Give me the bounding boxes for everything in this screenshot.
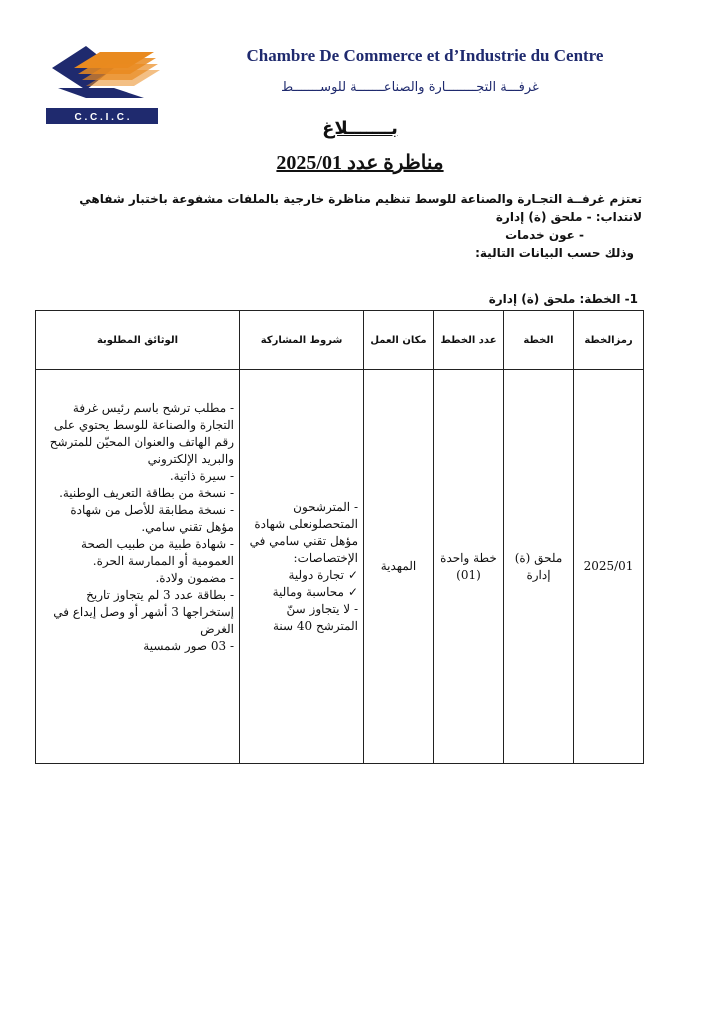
plan-table — [35, 310, 644, 764]
cell-conditions — [240, 370, 364, 764]
logo-text: C . C . I . C . — [74, 112, 130, 123]
cell-count: خطة واحدة (01) — [434, 370, 504, 764]
check-icon: ✓ — [347, 584, 358, 599]
cell-code: 2025/01 — [574, 370, 644, 764]
intro-paragraph — [79, 190, 642, 262]
org-name-fr: Chambre De Commerce et d’Industrie du Centre — [246, 46, 604, 65]
competition-number: مناظرة عدد 2025/01 — [276, 152, 444, 174]
intro-line-2: لانتداب: - ملحق (ة) إدارة — [495, 210, 642, 224]
header-documents: الوثائق المطلوبة — [36, 311, 240, 370]
cci-logo — [44, 44, 160, 126]
header-code: رمزالخطة — [574, 311, 644, 370]
table-row — [36, 370, 644, 764]
condition-specialty-1: ✓تجارة دولية — [288, 567, 358, 582]
document-item: - مطلب ترشح باسم رئيس غرفة التجارة والصناعة للوسط يحتوي على رقم الهاتف والعنوان المحيّن للمترشح والبريد الإلكتروني — [49, 401, 234, 466]
org-name-ar: غرفـــة التجــــــــارة والصناعـــــــة للوســـــــط — [281, 80, 539, 95]
document-title: بـــــــلاغ — [322, 118, 398, 139]
document-item: - سيرة ذاتية. — [169, 469, 234, 483]
cell-location: المهدية — [364, 370, 434, 764]
document-item: - بطاقة عدد 3 لم يتجاوز تاريخ إستخراجها 3 أشهر أو وصل إيداع في الغرض — [53, 588, 234, 636]
intro-line-4: وذلك حسب البيانات التالية: — [475, 246, 634, 260]
cell-documents — [36, 370, 240, 764]
table-header-row — [36, 311, 644, 370]
document-item: - شهادة طبية من طبيب الصحة العمومية أو الممارسة الحرة. — [81, 537, 234, 568]
header-count: عدد الخطط — [434, 311, 504, 370]
condition-degree: - المترشحون المتحصلونعلى شهادة مؤهل تقني سامي في الإختصاصات: — [249, 499, 358, 565]
check-icon: ✓ — [347, 567, 358, 582]
section-title: 1- الخطة: ملحق (ة) إدارة — [488, 292, 638, 306]
header-location: مكان العمل — [364, 311, 434, 370]
header-plan: الخطة — [504, 311, 574, 370]
document-item: - 03 صور شمسية — [143, 639, 234, 653]
cell-plan: ملحق (ة) إدارة — [504, 370, 574, 764]
document-item: - نسخة مطابقة للأصل من شهادة مؤهل تقني سامي. — [70, 503, 234, 534]
intro-line-1: تعتزم غرفــة التجـارة والصناعة للوسط تنظيم مناظرة خارجية بالملفات مشفوعة باختبار شفاهي — [79, 192, 642, 206]
document-item: - مضمون ولادة. — [155, 571, 234, 585]
condition-specialty-2: ✓محاسبة ومالية — [272, 584, 358, 599]
document-item: - نسخة من بطاقة التعريف الوطنية. — [59, 486, 234, 500]
intro-line-3: - عون خدمات — [505, 228, 584, 242]
header-conditions: شروط المشاركة — [240, 311, 364, 370]
condition-age: - لا يتجاوز سنّ المترشح 40 سنة — [272, 601, 358, 633]
